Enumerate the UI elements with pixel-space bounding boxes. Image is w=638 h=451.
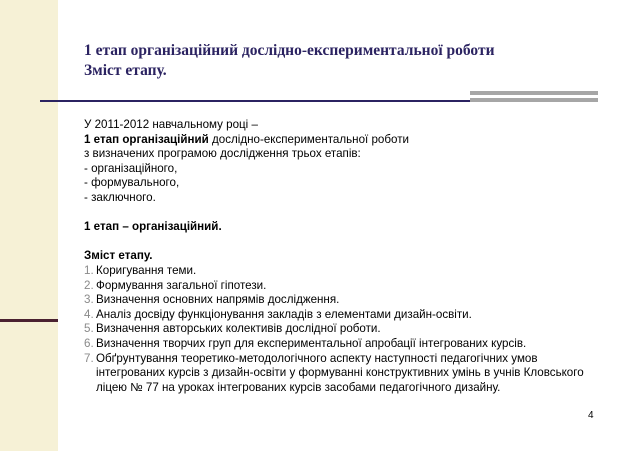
intro-line-1: У 2011-2012 навчальному році – [84, 118, 258, 131]
stage-item: - організаційного, [84, 161, 178, 175]
intro-stage-rest: дослідно-експериментальної роботи [208, 132, 409, 146]
list-text: Визначення авторських колективів дослідної роботи. [96, 322, 381, 336]
intro-line-2 [84, 133, 614, 148]
list-number: 5. [84, 322, 94, 336]
list-text: Визначення творчих груп для експериментальної апробації інтегрованих курсів. [96, 336, 527, 350]
list-number: 3. [84, 293, 94, 307]
page-number: 4 [588, 410, 594, 421]
left-decorative-band [0, 0, 58, 451]
list-item [84, 352, 614, 396]
list-text: Обґрунтування теоретико-методологічного аспекту наступності педагогічних умов інтегрованих курсів з дизайн-освіти у формуванні конструктивних умінь в учнів Кловського ліцею № 77 на уроках інтегрованих курсів засобами педагогічного дизайну. [96, 351, 584, 394]
stage-heading: 1 етап – організаційний. [84, 220, 222, 234]
list-text: Формування загальної гіпотези. [96, 278, 267, 292]
intro-line-3: з визначених програмою дослідження трьох етапів: [84, 147, 361, 161]
list-item [84, 337, 614, 352]
grey-decor-bar-bottom [470, 98, 598, 102]
list-item [84, 322, 614, 337]
stage-item: - заключного. [84, 190, 156, 204]
content-list [84, 264, 614, 395]
list-item [84, 264, 614, 279]
list-item [84, 293, 614, 308]
list-number: 6. [84, 336, 94, 350]
list-text: Визначення основних напрямів дослідження. [96, 293, 340, 307]
list-text: Аналіз досвіду функціонування закладів з елементами дизайн-освіти. [96, 307, 472, 321]
grey-decor-bar-top [470, 91, 598, 95]
list-number: 7. [84, 351, 94, 365]
list-item [84, 279, 614, 294]
title-divider [40, 100, 470, 102]
slide-title-line-1: 1 етап організаційний дослідно-експериментальної роботи [84, 42, 495, 59]
stage-item: - формувального, [84, 176, 180, 190]
slide-body [84, 118, 614, 395]
list-number: 1. [84, 263, 94, 277]
intro-stage-bold: 1 етап організаційний [84, 132, 209, 146]
list-number: 2. [84, 278, 94, 292]
list-item [84, 308, 614, 323]
left-accent-line [0, 319, 58, 322]
list-number: 4. [84, 307, 94, 321]
content-heading: Зміст етапу. [84, 249, 153, 263]
slide-title [84, 41, 604, 81]
slide-title-line-2: Зміст етапу. [84, 62, 167, 79]
list-text: Коригування теми. [96, 263, 197, 277]
